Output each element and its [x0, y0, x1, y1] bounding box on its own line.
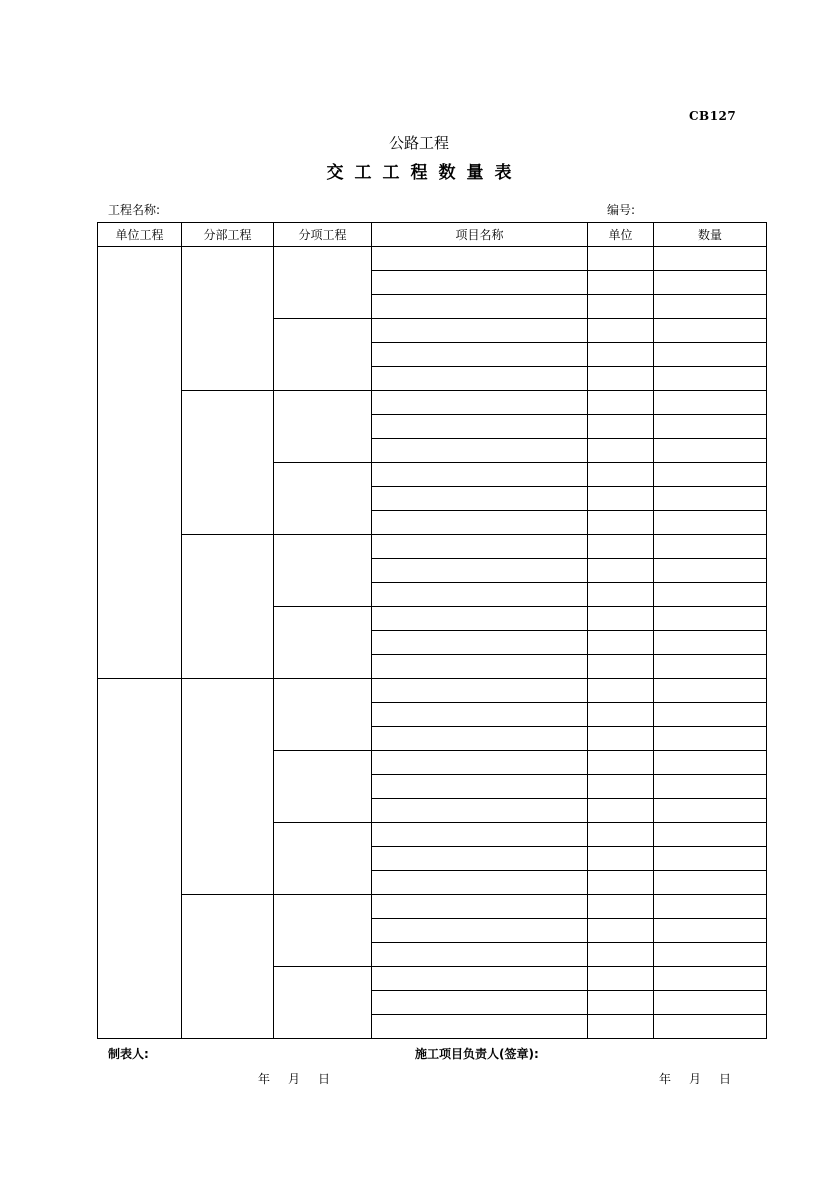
date-day: 日	[318, 1072, 331, 1086]
unit-cell[interactable]	[588, 703, 654, 727]
unit-cell[interactable]	[588, 847, 654, 871]
number-label: 编号:	[607, 203, 636, 217]
unit-cell[interactable]	[588, 871, 654, 895]
quantity-cell[interactable]	[654, 967, 767, 991]
item-name-cell[interactable]	[372, 751, 588, 775]
subitem-project-cell[interactable]	[274, 463, 372, 535]
table-row	[98, 535, 767, 559]
header-quantity: 数量	[654, 223, 767, 247]
quantity-cell[interactable]	[654, 415, 767, 439]
table-row	[98, 391, 767, 415]
quantity-cell[interactable]	[654, 847, 767, 871]
item-name-cell[interactable]	[372, 487, 588, 511]
subitem-project-cell[interactable]	[274, 895, 372, 967]
item-name-cell[interactable]	[372, 775, 588, 799]
unit-cell[interactable]	[588, 943, 654, 967]
unit-cell[interactable]	[588, 967, 654, 991]
quantity-cell[interactable]	[654, 823, 767, 847]
unit-cell[interactable]	[588, 679, 654, 703]
table-row	[98, 679, 767, 703]
subitem-project-cell[interactable]	[274, 751, 372, 823]
division-project-cell[interactable]	[182, 247, 274, 391]
subitem-project-cell[interactable]	[274, 679, 372, 751]
header-subitem-project: 分项工程	[274, 223, 372, 247]
quantity-cell[interactable]	[654, 1015, 767, 1039]
subitem-project-cell[interactable]	[274, 391, 372, 463]
item-name-cell[interactable]	[372, 463, 588, 487]
item-name-cell[interactable]	[372, 319, 588, 343]
unit-cell[interactable]	[588, 655, 654, 679]
item-name-cell[interactable]	[372, 439, 588, 463]
item-name-cell[interactable]	[372, 247, 588, 271]
unit-cell[interactable]	[588, 919, 654, 943]
unit-cell[interactable]	[588, 391, 654, 415]
subitem-project-cell[interactable]	[274, 967, 372, 1039]
unit-cell[interactable]	[588, 751, 654, 775]
quantity-cell[interactable]	[654, 751, 767, 775]
subitem-project-cell[interactable]	[274, 319, 372, 391]
maker-label: 制表人:	[108, 1047, 149, 1061]
quantity-cell[interactable]	[654, 367, 767, 391]
division-project-cell[interactable]	[182, 679, 274, 895]
maker-date	[258, 1070, 330, 1087]
date-year: 年	[258, 1072, 271, 1086]
unit-cell[interactable]	[588, 823, 654, 847]
item-name-cell[interactable]	[372, 559, 588, 583]
manager-signature-label: 施工项目负责人(签章):	[415, 1047, 539, 1061]
subitem-project-cell[interactable]	[274, 607, 372, 679]
quantity-cell[interactable]	[654, 319, 767, 343]
item-name-cell[interactable]	[372, 727, 588, 751]
quantity-cell[interactable]	[654, 559, 767, 583]
unit-cell[interactable]	[588, 463, 654, 487]
quantity-cell[interactable]	[654, 247, 767, 271]
unit-cell[interactable]	[588, 295, 654, 319]
division-project-cell[interactable]	[182, 391, 274, 535]
unit-cell[interactable]	[588, 439, 654, 463]
form-code: CB127	[689, 109, 737, 123]
unit-cell[interactable]	[588, 631, 654, 655]
header-item-name: 项目名称	[372, 223, 588, 247]
item-name-cell[interactable]	[372, 847, 588, 871]
division-project-cell[interactable]	[182, 895, 274, 1039]
subitem-project-cell[interactable]	[274, 823, 372, 895]
item-name-cell[interactable]	[372, 871, 588, 895]
item-name-cell[interactable]	[372, 823, 588, 847]
quantity-cell[interactable]	[654, 535, 767, 559]
item-name-cell[interactable]	[372, 655, 588, 679]
quantity-cell[interactable]	[654, 943, 767, 967]
date-month: 月	[288, 1072, 301, 1086]
item-name-cell[interactable]	[372, 967, 588, 991]
item-name-cell[interactable]	[372, 415, 588, 439]
unit-cell[interactable]	[588, 775, 654, 799]
quantity-cell[interactable]	[654, 775, 767, 799]
unit-cell[interactable]	[588, 415, 654, 439]
header-unit: 单位	[588, 223, 654, 247]
unit-cell[interactable]	[588, 367, 654, 391]
item-name-cell[interactable]	[372, 895, 588, 919]
table-row	[98, 895, 767, 919]
unit-cell[interactable]	[588, 583, 654, 607]
quantity-cell[interactable]	[654, 271, 767, 295]
item-name-cell[interactable]	[372, 919, 588, 943]
unit-cell[interactable]	[588, 1015, 654, 1039]
quantity-cell[interactable]	[654, 463, 767, 487]
quantity-cell[interactable]	[654, 703, 767, 727]
item-name-cell[interactable]	[372, 991, 588, 1015]
manager-date	[659, 1070, 731, 1087]
item-name-cell[interactable]	[372, 703, 588, 727]
unit-cell[interactable]	[588, 991, 654, 1015]
unit-project-cell[interactable]	[98, 679, 182, 1039]
unit-cell[interactable]	[588, 271, 654, 295]
quantity-cell[interactable]	[654, 655, 767, 679]
unit-cell[interactable]	[588, 799, 654, 823]
quantity-cell[interactable]	[654, 991, 767, 1015]
date-day: 日	[719, 1072, 732, 1086]
item-name-cell[interactable]	[372, 271, 588, 295]
unit-cell[interactable]	[588, 511, 654, 535]
item-name-cell[interactable]	[372, 343, 588, 367]
quantity-cell[interactable]	[654, 799, 767, 823]
quantity-cell[interactable]	[654, 439, 767, 463]
item-name-cell[interactable]	[372, 799, 588, 823]
quantity-cell[interactable]	[654, 343, 767, 367]
division-project-cell[interactable]	[182, 535, 274, 679]
table-header-row	[98, 223, 767, 247]
quantity-cell[interactable]	[654, 391, 767, 415]
quantity-cell[interactable]	[654, 583, 767, 607]
item-name-cell[interactable]	[372, 679, 588, 703]
unit-cell[interactable]	[588, 727, 654, 751]
header-division-project: 分部工程	[182, 223, 274, 247]
header-unit-project: 单位工程	[98, 223, 182, 247]
unit-cell[interactable]	[588, 607, 654, 631]
project-name-label: 工程名称:	[108, 203, 161, 217]
item-name-cell[interactable]	[372, 583, 588, 607]
quantity-cell[interactable]	[654, 871, 767, 895]
item-name-cell[interactable]	[372, 943, 588, 967]
unit-cell[interactable]	[588, 895, 654, 919]
quantity-table	[97, 222, 767, 1039]
item-name-cell[interactable]	[372, 367, 588, 391]
unit-cell[interactable]	[588, 343, 654, 367]
item-name-cell[interactable]	[372, 295, 588, 319]
quantity-cell[interactable]	[654, 511, 767, 535]
unit-cell[interactable]	[588, 247, 654, 271]
unit-cell[interactable]	[588, 319, 654, 343]
unit-project-cell[interactable]	[98, 247, 182, 679]
item-name-cell[interactable]	[372, 607, 588, 631]
quantity-cell[interactable]	[654, 631, 767, 655]
quantity-cell[interactable]	[654, 487, 767, 511]
item-name-cell[interactable]	[372, 535, 588, 559]
quantity-cell[interactable]	[654, 895, 767, 919]
form-title: 交工工程数量表	[326, 163, 523, 183]
quantity-cell[interactable]	[654, 607, 767, 631]
unit-cell[interactable]	[588, 535, 654, 559]
table-row	[98, 247, 767, 271]
subitem-project-cell[interactable]	[274, 247, 372, 319]
quantity-cell[interactable]	[654, 295, 767, 319]
item-name-cell[interactable]	[372, 511, 588, 535]
date-year: 年	[659, 1072, 672, 1086]
subitem-project-cell[interactable]	[274, 535, 372, 607]
item-name-cell[interactable]	[372, 1015, 588, 1039]
unit-cell[interactable]	[588, 559, 654, 583]
quantity-cell[interactable]	[654, 727, 767, 751]
quantity-cell[interactable]	[654, 679, 767, 703]
quantity-cell[interactable]	[654, 919, 767, 943]
unit-cell[interactable]	[588, 487, 654, 511]
item-name-cell[interactable]	[372, 631, 588, 655]
item-name-cell[interactable]	[372, 391, 588, 415]
date-month: 月	[689, 1072, 702, 1086]
form-subtitle: 公路工程	[388, 134, 449, 152]
